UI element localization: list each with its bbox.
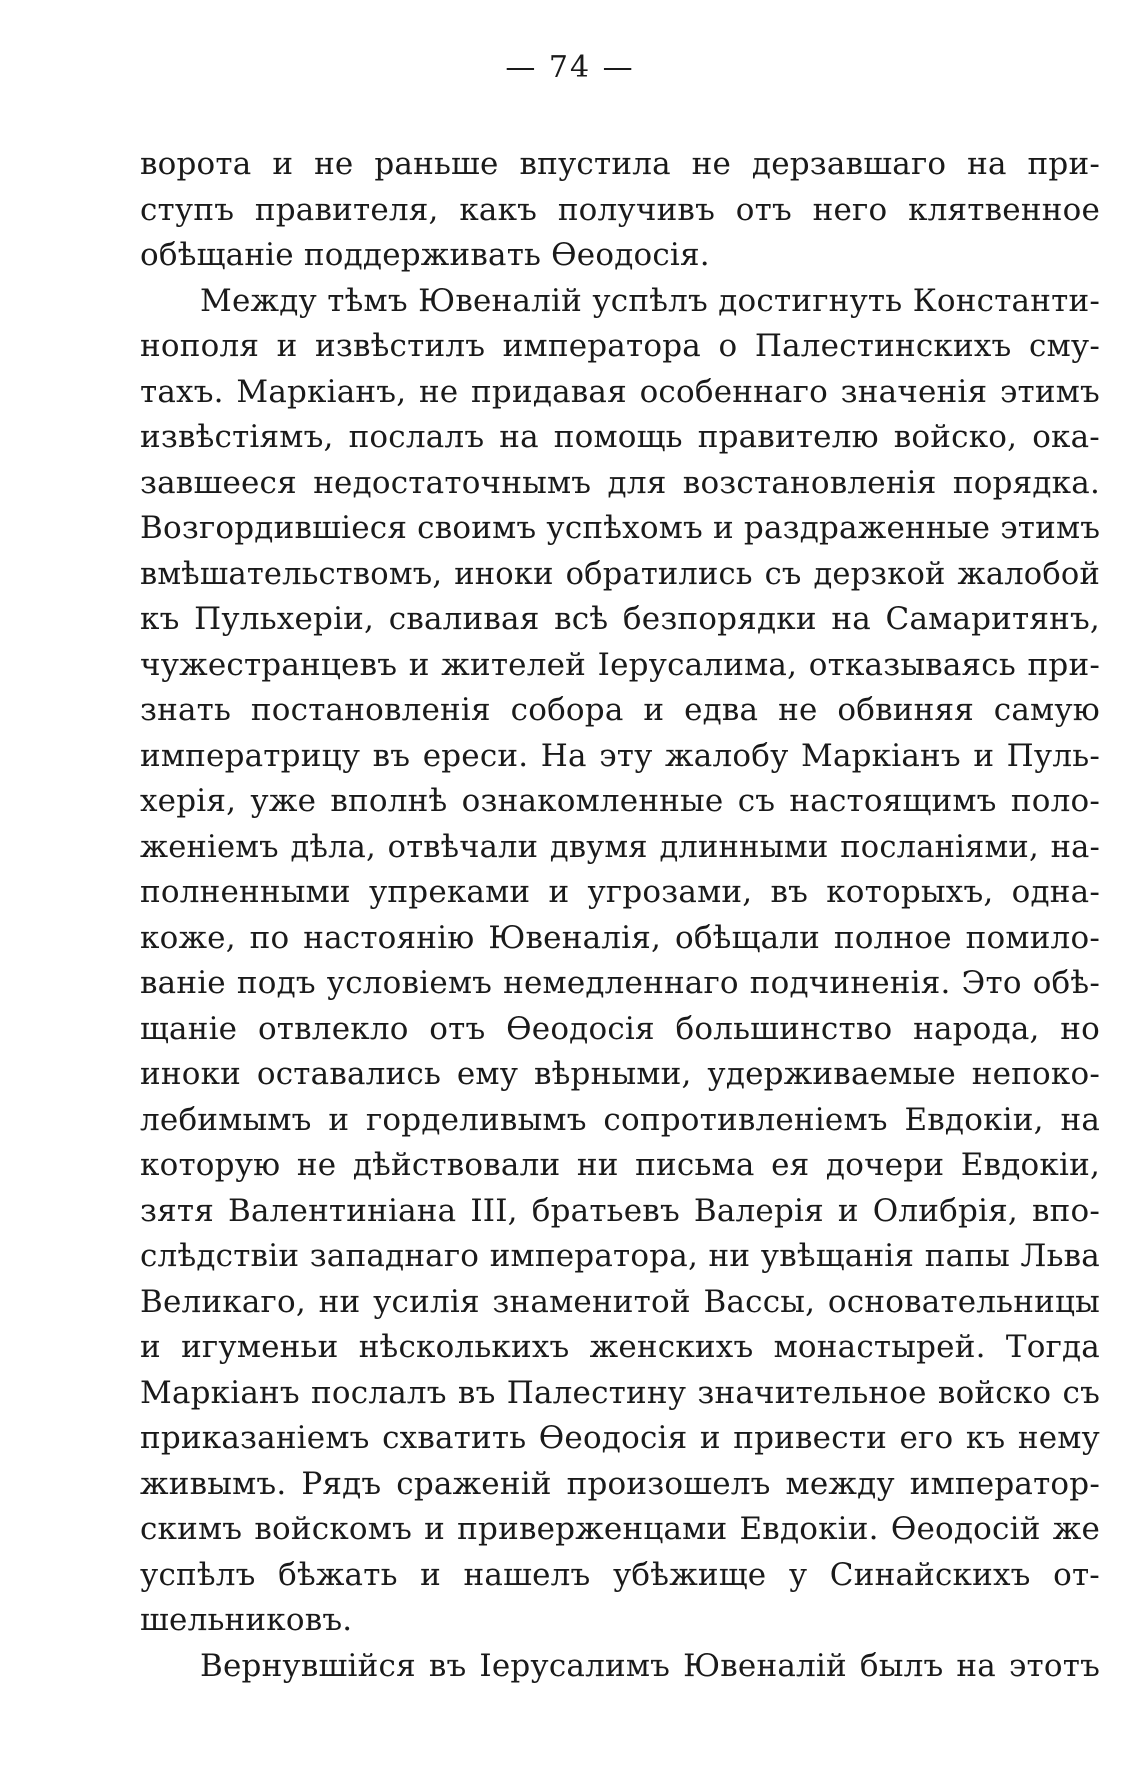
text-line: Великаго, ни усилія знаменитой Вассы, основательницы — [140, 1283, 1100, 1320]
text-line: Возгордившіеся своимъ успѣхомъ и раздраженные этимъ — [140, 510, 1101, 546]
text-line: слѣдствіи западнаго императора, ни увѣщанія папы Льва — [140, 1238, 1100, 1274]
text-line: Вернувшійся въ Іерусалимъ Ювеналій былъ на этотъ — [200, 1647, 1100, 1684]
text-line: Маркіанъ послалъ въ Палестину значительное войско съ — [140, 1374, 1100, 1411]
text-line: Между тѣмъ Ювеналій успѣлъ достигнуть Константи- — [200, 282, 1100, 319]
text-line: знать постановленія собора и едва не обвиняя самую — [140, 692, 1100, 728]
text-line: вмѣшательствомъ, иноки обратились съ дерзкой жалобой — [140, 556, 1100, 592]
text-line: ступъ правителя, какъ получивъ отъ него клятвенное — [140, 191, 1100, 228]
text-line: скимъ войскомъ и приверженцами Евдокіи. Ѳеодосій же — [140, 1511, 1100, 1547]
text-line: успѣлъ бѣжать и нашелъ убѣжище у Синайскихъ от- — [140, 1556, 1100, 1593]
text-line: коже, по настоянію Ювеналія, обѣщали полное помило- — [140, 919, 1100, 956]
text-line: тахъ. Маркіанъ, не придавая особеннаго значенія этимъ — [140, 373, 1100, 410]
text-line: ворота и не раньше впустила не дерзавшаго на при- — [140, 146, 1100, 182]
text-line: извѣстіямъ, послалъ на помощь правителю войско, ока- — [140, 419, 1100, 455]
text-line: завшееся недостаточнымъ для возстановленія порядка. — [140, 464, 1100, 501]
text-line: которую не дѣйствовали ни письма ея дочери Евдокіи, — [140, 1147, 1100, 1183]
text-line: шельниковъ. — [140, 1602, 353, 1638]
text-line: нополя и извѣстилъ императора о Палестинскихъ сму- — [140, 328, 1100, 364]
text-line: ваніе подъ условіемъ немедленнаго подчиненія. Это обѣ- — [140, 965, 1100, 1001]
body-text — [140, 142, 1100, 1689]
text-line: зятя Валентиніана III, братьевъ Валерія и Олибрія, впо- — [140, 1192, 1100, 1229]
text-line: иноки оставались ему вѣрными, удерживаемые непоко- — [140, 1056, 1100, 1092]
text-line: полненными упреками и угрозами, въ которыхъ, одна- — [140, 874, 1100, 910]
text-line: обѣщаніе поддерживать Ѳеодосія. — [140, 237, 710, 273]
text-line: императрицу въ ереси. На эту жалобу Маркіанъ и Пуль- — [140, 737, 1100, 774]
text-line: женіемъ дѣла, отвѣчали двумя длинными посланіями, на- — [140, 829, 1100, 865]
text-line: щаніе отвлекло отъ Ѳеодосія большинство народа, но — [140, 1010, 1100, 1047]
text-line: живымъ. Рядъ сраженій произошелъ между император- — [140, 1465, 1100, 1502]
text-line: къ Пульхеріи, сваливая всѣ безпорядки на Самаритянъ, — [140, 601, 1100, 637]
text-line: херія, уже вполнѣ ознакомленные съ настоящимъ поло- — [140, 783, 1100, 819]
text-line: чужестранцевъ и жителей Іерусалима, отказываясь при- — [140, 646, 1100, 683]
page-number: — 74 — — [505, 50, 635, 85]
text-line: приказаніемъ схватить Ѳеодосія и привести его къ нему — [140, 1420, 1100, 1456]
text-line: и игуменьи нѣсколькихъ женскихъ монастырей. Тогда — [140, 1329, 1100, 1365]
text-line: лебимымъ и горделивымъ сопротивленіемъ Евдокіи, на — [140, 1101, 1100, 1138]
